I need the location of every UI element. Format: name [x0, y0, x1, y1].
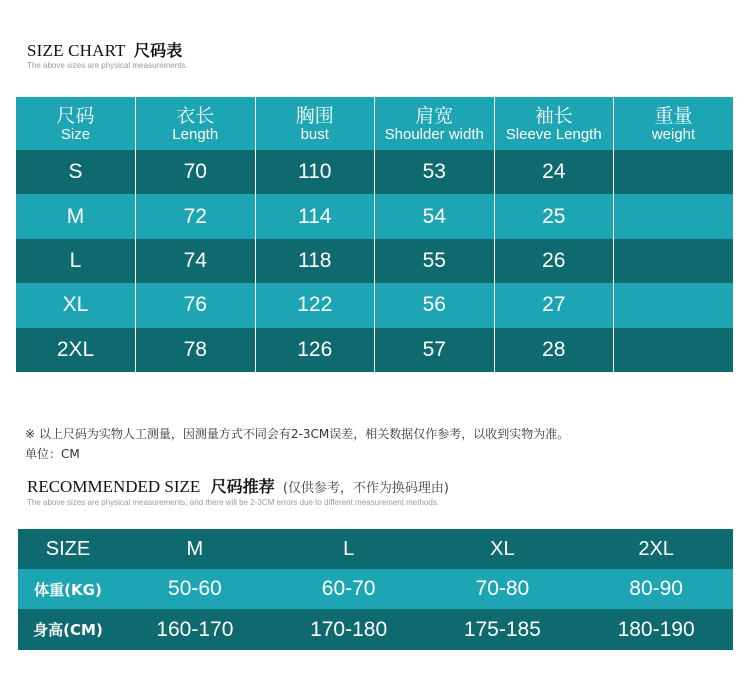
rec-weight-2xl: 80-90: [629, 577, 683, 600]
rec-weight-label: 体重(KG): [34, 580, 102, 599]
cell-shoulder: 53: [375, 150, 495, 194]
rec-height-xl: 175-185: [463, 617, 541, 641]
col-weight-header: 重量 weight: [651, 104, 696, 143]
cell-weight: [614, 194, 734, 238]
recommended-weight-row: [18, 569, 733, 609]
cell-size: L: [16, 239, 136, 283]
rec-height-2xl: 180-190: [617, 617, 695, 641]
table-row: [16, 239, 733, 283]
cell-sleeve: 26: [494, 239, 614, 283]
cell-weight: [614, 328, 734, 372]
recommended-title-note: (仅供参考，不作为换码理由): [282, 481, 449, 496]
recommended-title-en: RECOMMENDED SIZE: [27, 477, 201, 496]
rec-header-l: L: [343, 537, 355, 560]
col-bust-header: 胸围 bust: [255, 97, 375, 150]
rec-height-m: 160-170: [156, 617, 234, 641]
table-row: [16, 283, 733, 327]
rec-weight-l: 60-70: [321, 577, 376, 600]
cell-size: XL: [16, 283, 136, 327]
recommended-header-row: [18, 529, 733, 569]
col-shoulder-header: 肩宽 Shoulder width: [375, 97, 495, 150]
recommended-title: [27, 474, 449, 497]
size-chart-header-row: [16, 97, 733, 150]
rec-header-2xl: 2XL: [638, 537, 674, 560]
rec-weight-m: 50-60: [168, 577, 222, 600]
cell-bust: 118: [255, 239, 375, 283]
rec-header-m: M: [186, 537, 204, 560]
rec-weight-xl: 70-80: [475, 577, 530, 600]
rec-header-xl: XL: [490, 537, 515, 560]
cell-weight: [614, 150, 734, 194]
measurement-disclaimer: ※ 以上尺码为实物人工测量，因测量方式不同会有2-3CM误差，相关数据仅作参考，以收到实物为准。: [25, 427, 570, 441]
cell-shoulder: 54: [375, 194, 495, 238]
cell-sleeve: 24: [494, 150, 614, 194]
col-sleeve-header: 袖长 Sleeve Length: [494, 97, 614, 150]
cell-length: 76: [136, 283, 256, 327]
cell-weight: [614, 239, 734, 283]
cell-bust: 114: [255, 194, 375, 238]
cell-bust: 126: [255, 328, 375, 372]
table-row: [16, 328, 733, 372]
col-size-header: 尺码 Size: [16, 97, 136, 150]
size-chart-table: [16, 97, 733, 372]
cell-size: 2XL: [16, 328, 136, 372]
recommended-height-row: [18, 609, 733, 650]
rec-header-size: SIZE: [45, 537, 91, 560]
recommended-size-table: [18, 529, 733, 650]
cell-shoulder: 57: [375, 328, 495, 372]
cell-sleeve: 28: [494, 328, 614, 372]
cell-length: 70: [136, 150, 256, 194]
cell-length: 72: [136, 194, 256, 238]
recommended-subtitle: The above sizes are physical measurements, and there will be 2-3CM errors due to different measurement methods.: [27, 498, 440, 507]
table-row: [16, 150, 733, 194]
size-chart-title-en: SIZE CHART: [27, 41, 126, 60]
size-chart-title: [27, 38, 182, 61]
recommended-title-cn: 尺码推荐: [210, 477, 275, 496]
size-chart-title-cn: 尺码表: [133, 41, 183, 60]
unit-label: 单位：CM: [25, 447, 80, 461]
cell-length: 78: [136, 328, 256, 372]
cell-sleeve: 27: [494, 283, 614, 327]
cell-bust: 110: [255, 150, 375, 194]
cell-length: 74: [136, 239, 256, 283]
rec-height-l: 170-180: [310, 617, 388, 641]
cell-size: S: [16, 150, 136, 194]
cell-sleeve: 25: [494, 194, 614, 238]
size-chart-subtitle: The above sizes are physical measurements.: [27, 61, 188, 70]
cell-size: M: [16, 194, 136, 238]
table-row: [16, 194, 733, 238]
cell-shoulder: 55: [375, 239, 495, 283]
col-length-header: 衣长 Length: [136, 97, 256, 150]
cell-shoulder: 56: [375, 283, 495, 327]
cell-bust: 122: [255, 283, 375, 327]
rec-height-label: 身高(CM): [33, 621, 103, 639]
cell-weight: [614, 283, 734, 327]
